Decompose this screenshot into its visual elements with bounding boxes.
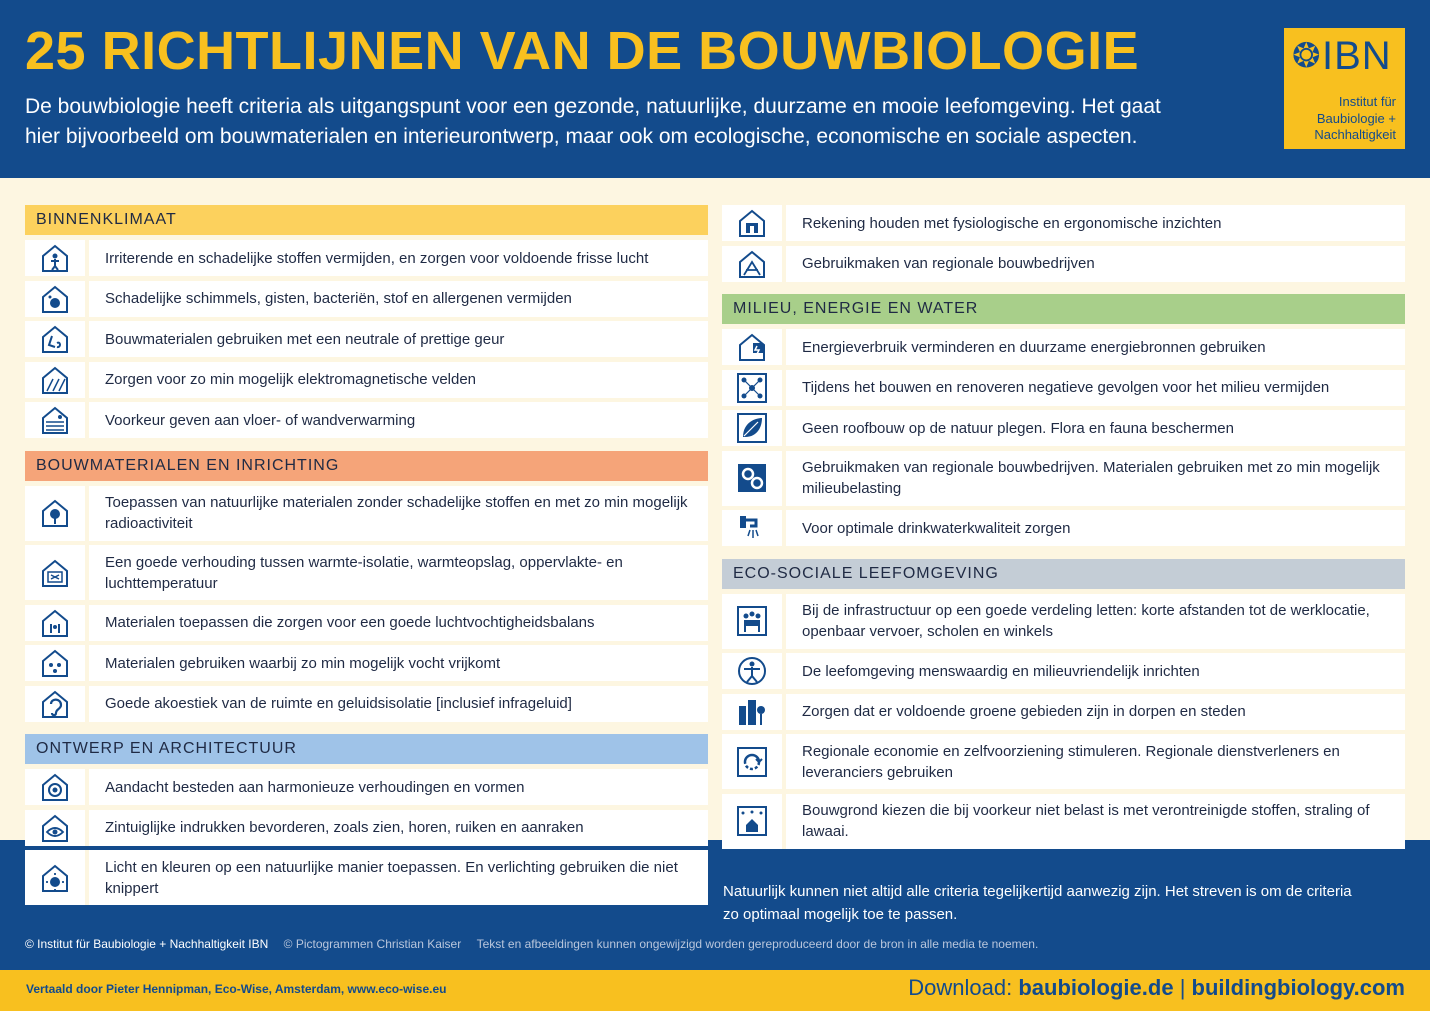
guideline-row [25, 850, 708, 905]
guideline-text: Zorgen dat er voldoende groene gebieden zijn in dorpen en steden [786, 694, 1405, 730]
logo-line-2: Baubiologie + [1316, 110, 1396, 126]
logo-line-3: Nachhaltigkeit [1314, 127, 1396, 142]
guideline-text: Regionale economie en zelfvoorziening stimuleren. Regionale dienstverleners en leveranciers gebruiken [786, 734, 1405, 789]
guideline-row [25, 605, 708, 641]
house-tree-icon [25, 486, 85, 541]
guideline-row [25, 769, 708, 805]
guideline-row [25, 686, 708, 722]
pictogram-credit: © Pictogrammen Christian Kaiser [283, 937, 462, 951]
guideline-row [25, 645, 708, 681]
section-header-ecosociaal: ECO-SOCIALE LEEFOMGEVING [722, 559, 1405, 589]
guideline-text: Rekening houden met fysiologische en ergonomische inzichten [786, 205, 1405, 241]
guideline-text: Irriterende en schadelijke stoffen vermijden, en zorgen voor voldoende frisse lucht [89, 240, 708, 276]
download-label: Download: [908, 975, 1013, 1000]
house-humidity-icon [25, 605, 85, 641]
city-green-icon [722, 694, 782, 730]
house-ergonomic-icon [722, 205, 782, 241]
house-spore-icon [25, 281, 85, 317]
download-links [908, 975, 1405, 1001]
section-header-ontwerp: ONTWERP EN ARCHITECTUUR [25, 734, 708, 764]
house-moisture-icon [25, 645, 85, 681]
guideline-text: Bij de infrastructuur op een goede verdeling letten: korte afstanden tot de werklocatie, openbaar vervoer, scholen en winkels [786, 594, 1405, 649]
logo-line-1: Institut für [1338, 94, 1396, 109]
guideline-row [722, 246, 1405, 282]
house-ear-icon [25, 686, 85, 722]
house-heating-icon [25, 402, 85, 438]
credits-line [25, 937, 1405, 951]
cycle-icon [722, 734, 782, 789]
guideline-row [722, 594, 1405, 649]
guideline-text: Schadelijke schimmels, gisten, bacteriën, stof en allergenen vermijden [89, 281, 708, 317]
leaf-icon [722, 410, 782, 446]
section-header-bouwmaterialen: BOUWMATERIALEN EN INRICHTING [25, 451, 708, 481]
guideline-row [722, 510, 1405, 546]
page-title: 25 RICHTLIJNEN VAN DE BOUWBIOLOGIE [25, 21, 1140, 81]
guideline-text: Toepassen van natuurlijke materialen zonder schadelijke stoffen en met zo min mogelijk radioactiviteit [89, 486, 708, 541]
house-nose-icon [25, 321, 85, 357]
guideline-row [25, 362, 708, 398]
guideline-text: De leefomgeving menswaardig en milieuvriendelijk inrichten [786, 653, 1405, 689]
guideline-text: Zorgen voor zo min mogelijk elektromagnetische velden [89, 362, 708, 398]
guideline-text: Voor optimale drinkwaterkwaliteit zorgen [786, 510, 1405, 546]
guideline-text: Bouwgrond kiezen die bij voorkeur niet belast is met verontreinigde stoffen, straling of lawaai. [786, 794, 1405, 849]
house-builder-icon [722, 246, 782, 282]
house-sun-icon [25, 850, 85, 905]
guideline-text: Goede akoestiek van de ruimte en geluidsisolatie [inclusief infrageluid] [89, 686, 708, 722]
download-link-baubiologie[interactable]: baubiologie.de [1018, 975, 1174, 1000]
guideline-row [722, 694, 1405, 730]
guideline-row [722, 734, 1405, 789]
guideline-text: Licht en kleuren op een natuurlijke manier toepassen. En verlichting gebruiken die niet knippert [89, 850, 708, 905]
guideline-text: Tijdens het bouwen en renoveren negatieve gevolgen voor het milieu vermijden [786, 370, 1405, 406]
people-icon [722, 594, 782, 649]
gears-icon [722, 451, 782, 506]
guideline-row [25, 486, 708, 541]
house-eye-icon [25, 810, 85, 846]
guideline-row [722, 370, 1405, 406]
guideline-text: Bouwmaterialen gebruiken met een neutrale of prettige geur [89, 321, 708, 357]
guideline-text: Materialen gebruiken waarbij zo min mogelijk vocht vrijkomt [89, 645, 708, 681]
guideline-row [722, 794, 1405, 849]
human-figure-icon [722, 653, 782, 689]
download-separator: | [1179, 975, 1186, 1000]
guideline-text: Gebruikmaken van regionale bouwbedrijven. Materialen gebruiken met zo min mogelijk milieubelasting [786, 451, 1405, 506]
guideline-row [25, 402, 708, 438]
section-header-binnenklimaat: BINNENKLIMAAT [25, 205, 708, 235]
guideline-text: Geen roofbouw op de natuur plegen. Flora en fauna beschermen [786, 410, 1405, 446]
header [0, 0, 1430, 178]
guideline-row [25, 321, 708, 357]
house-energy-icon [722, 329, 782, 365]
intro-text: De bouwbiologie heeft criteria als uitgangspunt voor een gezonde, natuurlijke, duurzame en mooie leefomgeving. Het gaat hier bijvoorbeeld om bouwmaterialen en interieurontwerp, maar ook om ecologische, economische en sociale aspecten. [25, 95, 1161, 148]
logo-name: IBN [1322, 34, 1392, 78]
guideline-row [722, 205, 1405, 241]
guideline-row [722, 451, 1405, 506]
guideline-row [722, 653, 1405, 689]
closing-note: Natuurlijk kunnen niet altijd alle criteria tegelijkertijd aanwezig zijn. Het streven is om de criteria zo optimaal mogelijk toe te passen. [723, 883, 1352, 923]
right-column [722, 205, 1405, 853]
house-proportion-icon [25, 769, 85, 805]
house-thermo-icon [25, 545, 85, 600]
guideline-text: Voorkeur geven aan vloer- of wandverwarming [89, 402, 708, 438]
guideline-text: Gebruikmaken van regionale bouwbedrijven [786, 246, 1405, 282]
logo-subtitle [1286, 94, 1396, 144]
guideline-text: Aandacht besteden aan harmonieuze verhoudingen en vormen [89, 769, 708, 805]
guideline-row [25, 281, 708, 317]
guideline-row [25, 240, 708, 276]
ibn-logo [1284, 28, 1405, 149]
network-icon [722, 370, 782, 406]
house-field-icon [25, 362, 85, 398]
house-person-icon [25, 240, 85, 276]
guideline-text: Een goede verhouding tussen warmte-isolatie, warmteopslag, oppervlakte- en luchttemperatuur [89, 545, 708, 600]
guideline-row [25, 810, 708, 846]
guideline-text: Energieverbruik verminderen en duurzame energiebronnen gebruiken [786, 329, 1405, 365]
guideline-row [25, 545, 708, 600]
tap-icon [722, 510, 782, 546]
guideline-text: Materialen toepassen die zorgen voor een goede luchtvochtigheidsbalans [89, 605, 708, 641]
section-header-milieu: MILIEU, ENERGIE EN WATER [722, 294, 1405, 324]
guideline-row [722, 329, 1405, 365]
rights-text: Tekst en afbeeldingen kunnen ongewijzigd worden gereproduceerd door de bron in alle media te noemen. [476, 937, 1039, 951]
translation-credit: Vertaald door Pieter Hennipman, Eco-Wise, Amsterdam, www.eco-wise.eu [26, 982, 447, 996]
spiral-logo-icon: ❂ [1292, 37, 1321, 75]
guideline-text: Zintuiglijke indrukken bevorderen, zoals zien, horen, ruiken en aanraken [89, 810, 708, 846]
left-column [25, 205, 708, 910]
guideline-row [722, 410, 1405, 446]
download-link-buildingbiology[interactable]: buildingbiology.com [1191, 975, 1405, 1000]
copyright-text: © Institut für Baubiologie + Nachhaltigkeit IBN [25, 937, 269, 951]
site-icon [722, 794, 782, 849]
